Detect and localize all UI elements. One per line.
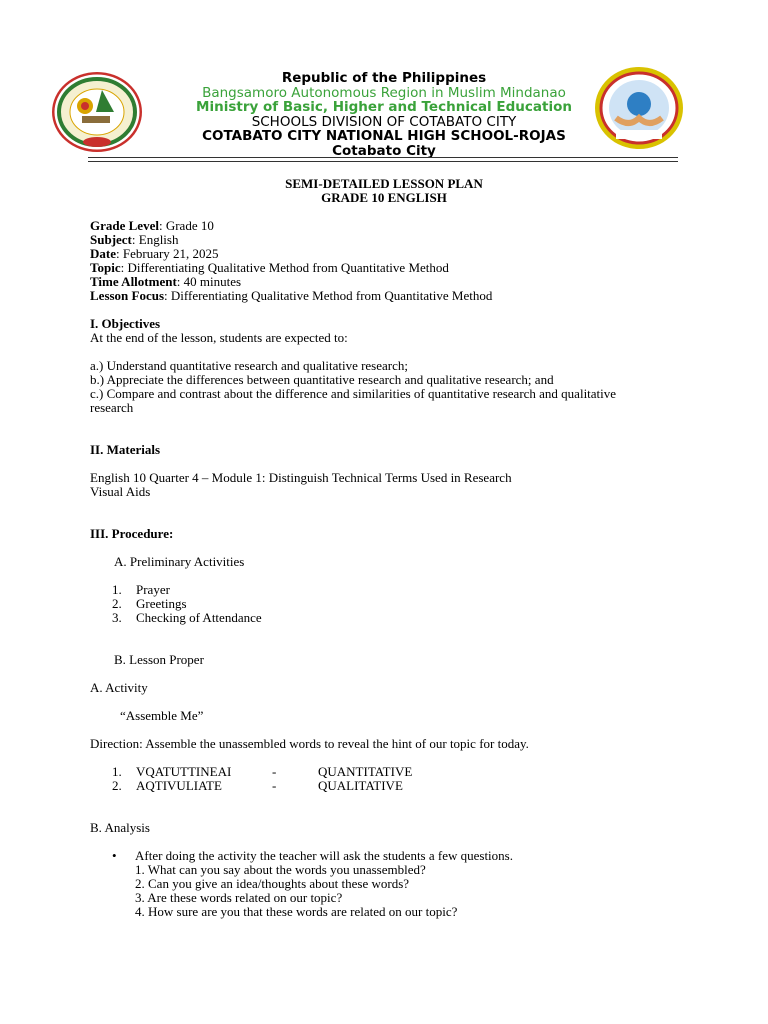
- preliminary-list: [90, 583, 690, 625]
- analysis-question: 1. What can you say about the words you unassembled?: [135, 862, 426, 877]
- activity-heading: A. Activity: [90, 680, 148, 695]
- material-item: Visual Aids: [90, 484, 151, 499]
- list-item: 2. Greetings: [112, 596, 187, 611]
- word-list: [90, 765, 690, 793]
- header-rule-top: [88, 157, 678, 158]
- objective-b: b.) Appreciate the differences between quantitative research and qualitative research; and: [90, 372, 554, 387]
- analysis-heading: B. Analysis: [90, 820, 150, 835]
- objective-a: a.) Understand quantitative research and qualitative research;: [90, 358, 408, 373]
- header-city: Cotabato City: [332, 143, 436, 159]
- letterhead: [0, 62, 768, 170]
- lesson-proper-heading: B. Lesson Proper: [114, 652, 204, 667]
- list-item: 1. Prayer: [112, 582, 170, 597]
- header-republic: Republic of the Philippines: [281, 70, 487, 86]
- info-row-time: Time Allotment: 40 minutes: [90, 274, 242, 289]
- word-row: 2. AQTIVULIATE - QUALITATIVE: [112, 778, 403, 793]
- objective-c: c.) Compare and contrast about the difference and similarities of quantitative research and qualitative research: [90, 386, 617, 415]
- doc-subtitle: GRADE 10 ENGLISH: [321, 190, 447, 205]
- header-ministry: Ministry of Basic, Higher and Technical Education: [196, 99, 572, 115]
- preliminary-heading: A. Preliminary Activities: [114, 554, 245, 569]
- word-row: 1. VQATUTTINEAI - QUANTITATIVE: [112, 764, 413, 779]
- info-row-topic: Topic: Differentiating Qualitative Method from Quantitative Method: [90, 260, 449, 275]
- header-rule-bottom: [88, 161, 678, 162]
- objectives-heading: I. Objectives: [90, 316, 161, 331]
- lesson-plan-body: [90, 177, 690, 919]
- objectives-intro: At the end of the lesson, students are expected to:: [90, 330, 348, 345]
- header-division: SCHOOLS DIVISION OF COTABATO CITY: [251, 114, 517, 130]
- info-row-date: Date: February 21, 2025: [90, 246, 219, 261]
- materials-heading: II. Materials: [90, 442, 161, 457]
- list-item: 3. Checking of Attendance: [112, 610, 262, 625]
- info-row-focus: Lesson Focus: Differentiating Qualitative Method from Quantitative Method: [90, 288, 493, 303]
- info-row-grade-level: Grade Level: Grade 10: [90, 218, 214, 233]
- analysis-question: 2. Can you give an idea/thoughts about these words?: [135, 876, 410, 891]
- doc-title: SEMI-DETAILED LESSON PLAN: [285, 176, 483, 191]
- info-row-subject: Subject: English: [90, 232, 179, 247]
- activity-direction: Direction: Assemble the unassembled words to reveal the hint of our topic for today.: [90, 736, 529, 751]
- material-item: English 10 Quarter 4 – Module 1: Distinguish Technical Terms Used in Research: [90, 470, 512, 485]
- analysis-question: 4. How sure are you that these words are related on our topic?: [135, 904, 458, 919]
- activity-title: “Assemble Me”: [120, 708, 204, 723]
- header-region: Bangsamoro Autonomous Region in Muslim Mindanao: [202, 85, 566, 101]
- analysis-bullet: • After doing the activity the teacher will ask the students a few questions.: [112, 848, 513, 863]
- procedure-heading: III. Procedure:: [90, 526, 174, 541]
- analysis-question: 3. Are these words related on our topic?: [135, 890, 343, 905]
- header-school: COTABATO CITY NATIONAL HIGH SCHOOL-ROJAS: [202, 128, 566, 144]
- bullet-icon: •: [112, 848, 117, 863]
